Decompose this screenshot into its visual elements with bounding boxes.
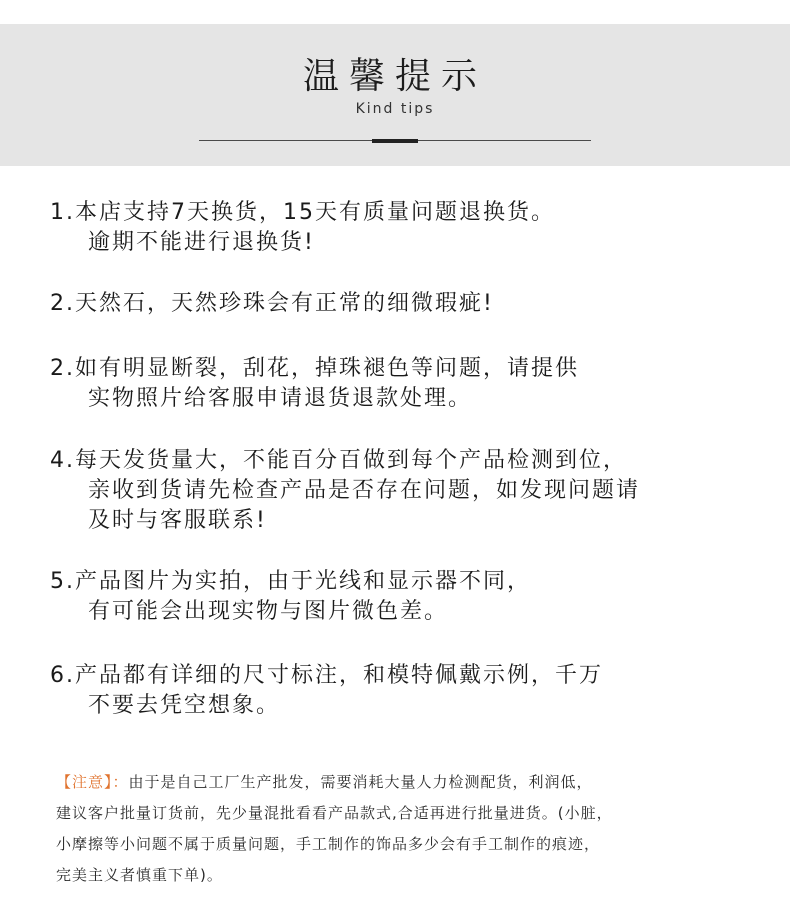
- tip-item-5: [50, 567, 531, 627]
- notice-label: 【注意】：: [56, 773, 129, 791]
- tip-line: 不要去凭空想象。: [88, 693, 281, 718]
- tip-line: 2.如有明显断裂，刮花，掉珠褪色等问题，请提供: [50, 356, 579, 381]
- tip-line: 6.产品都有详细的尺寸标注，和模特佩戴示例，千万: [50, 663, 603, 688]
- notice-line: [56, 767, 756, 798]
- notice-line: 建议客户批量订货前，先少量混批看看产品款式,合适再进行批量进货。(小脏，: [56, 804, 613, 822]
- tip-line: 2.天然石，天然珍珠会有正常的细微瑕疵!: [50, 291, 494, 316]
- notice-line: 完美主义者慎重下单)。: [56, 866, 223, 884]
- tip-item-1: [50, 198, 555, 258]
- tip-line: 1.本店支持7天换货，15天有质量问题退换货。: [50, 200, 555, 225]
- tip-line: 逾期不能进行退换货!: [88, 230, 315, 255]
- tip-line: 4.每天发货量大，不能百分百做到每个产品检测到位，: [50, 448, 627, 473]
- tip-line: 有可能会出现实物与图片微色差。: [88, 599, 449, 624]
- page-title: 温馨提示: [302, 56, 487, 97]
- tip-line: 亲收到货请先检查产品是否存在问题，如发现问题请: [88, 478, 641, 503]
- tip-item-2: [50, 289, 494, 319]
- tip-line: 实物照片给客服申请退货退款处理。: [88, 386, 473, 411]
- notice-text: 由于是自己工厂生产批发，需要消耗大量人力检测配货，利润低，: [128, 773, 593, 791]
- page-subtitle: Kind tips: [355, 101, 435, 117]
- tip-item-4: [50, 446, 640, 536]
- header-divider-accent: [372, 139, 418, 143]
- tip-line: 及时与客服联系!: [88, 508, 267, 533]
- notice-line: 小摩擦等小问题不属于质量问题，手工制作的饰品多少会有手工制作的痕迹，: [56, 835, 601, 853]
- tip-item-3: [50, 354, 579, 414]
- tip-item-6: [50, 661, 603, 721]
- tip-line: 5.产品图片为实拍，由于光线和显示器不同，: [50, 569, 531, 594]
- notice-paragraph: [56, 767, 756, 891]
